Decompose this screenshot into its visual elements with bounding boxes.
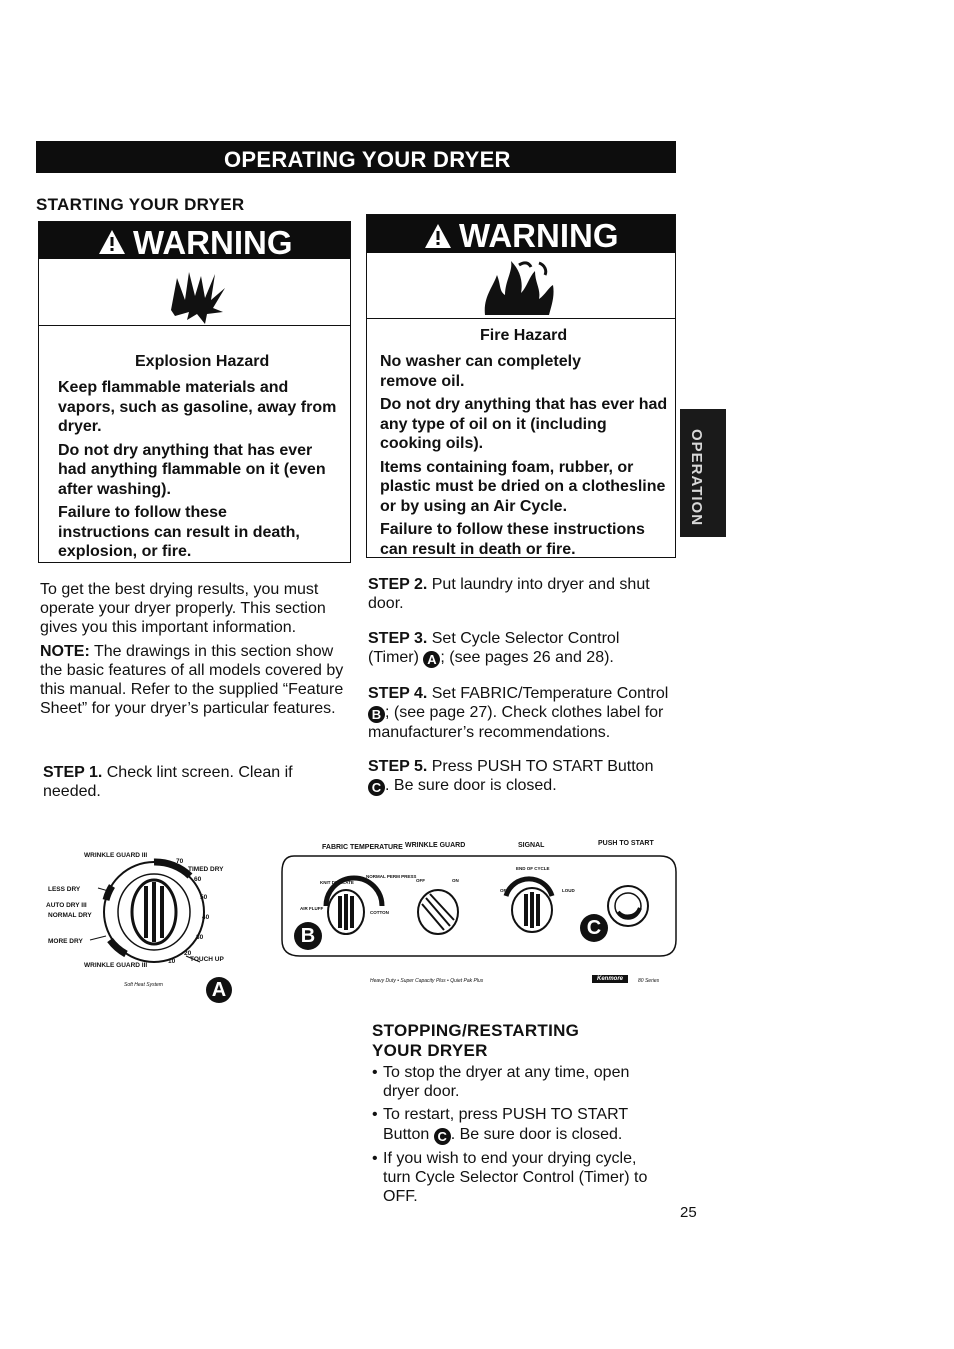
note-paragraph	[40, 642, 352, 719]
note-text: The drawings in this section show the basic features of all models covered by this manual. Refer to the supplied “Feature Sheet” for your dryer’s particular features.	[40, 642, 344, 718]
step-text: Put laundry into dryer and shut door.	[368, 576, 650, 613]
warning-text	[58, 378, 343, 566]
wrinkle-label: OFF	[416, 878, 425, 883]
fabric-label: KNIT DELICATE	[320, 880, 354, 885]
warning-paragraph: Keep flammable materials and vapors, such as gasoline, away from dryer.	[58, 379, 337, 435]
timer-diagram	[40, 840, 260, 1010]
bullet-icon: •	[372, 1064, 378, 1081]
section-banner	[36, 141, 676, 173]
label-push-to-start: PUSH TO START	[598, 840, 654, 847]
warning-box-explosion	[38, 221, 351, 563]
warning-box-fire	[366, 214, 676, 558]
tick-label: 20	[184, 950, 192, 957]
label-system: Soft Heat System	[124, 982, 163, 988]
bullet-text	[383, 1105, 662, 1144]
bullet-icon: •	[372, 1106, 378, 1124]
brand-logo: Kenmore	[592, 975, 628, 983]
marker-c-icon: C	[580, 914, 608, 942]
warning-header	[39, 222, 350, 259]
bullet-text: If you wish to end your drying cycle, turn Cycle Selector Control (Timer) to OFF.	[383, 1149, 648, 1206]
tick-label: 30	[196, 934, 204, 941]
warning-triangle-icon	[97, 228, 127, 256]
side-tab-operation	[680, 409, 726, 537]
hazard-title: Explosion Hazard	[135, 353, 270, 370]
hazard-title: Fire Hazard	[480, 327, 568, 344]
label-normal-dry: NORMAL DRY	[48, 912, 92, 919]
signal-label: OFF	[500, 888, 509, 893]
step-label: STEP 1.	[43, 764, 103, 781]
step-label: STEP 5.	[368, 758, 428, 775]
step-text: ; (see page 27). Check clothes label for manufacturer’s recommendations.	[368, 704, 664, 742]
step-3	[368, 629, 668, 668]
side-tab-label: OPERATION	[688, 429, 705, 527]
marker-c-icon: C	[434, 1128, 451, 1145]
stopping-title	[372, 1021, 579, 1061]
label-wrinkle-guard-top: WRINKLE GUARD III	[84, 852, 148, 859]
bullet-text-part: . Be sure door is closed.	[450, 1125, 623, 1143]
warning-paragraph: Do not dry anything that has ever had anything flammable on it (even after washing).	[58, 441, 326, 498]
label-more-dry: MORE DRY	[48, 938, 83, 945]
label-wrinkle-guard: WRINKLE GUARD	[405, 842, 466, 849]
step-text: ; (see pages 26 and 28).	[440, 649, 614, 667]
bullet-text-part: To restart, press PUSH TO START Button	[383, 1106, 628, 1143]
fabric-label: NORMAL PERM PRESS	[366, 874, 417, 879]
warning-header	[367, 215, 675, 253]
marker-b-icon: B	[368, 706, 385, 723]
label-fabric-temp: FABRIC TEMPERATURE	[322, 844, 403, 851]
step-text: . Be sure door is closed.	[385, 777, 557, 795]
fire-icon	[479, 257, 559, 317]
tick-label: 60	[194, 876, 202, 883]
label-signal: SIGNAL	[518, 842, 545, 849]
step-4	[368, 684, 680, 742]
step-2	[368, 575, 668, 613]
warning-text	[380, 352, 670, 563]
explosion-icon	[167, 270, 229, 326]
stopping-list	[372, 1063, 662, 1206]
marker-a-icon: A	[206, 977, 232, 1003]
step-text: Set Cycle Selector Control (Timer)	[368, 630, 620, 667]
note-label: NOTE:	[40, 642, 90, 660]
label-less-dry: LESS DRY	[48, 886, 81, 893]
marker-a-icon: A	[423, 651, 440, 668]
bullet-icon: •	[372, 1149, 378, 1167]
stopping-title-line: STOPPING/RESTARTING	[372, 1021, 580, 1040]
step-text: Press PUSH TO START Button	[431, 758, 654, 775]
signal-label: END OF CYCLE	[516, 866, 550, 871]
control-panel-diagram	[280, 836, 680, 996]
warning-paragraph: Items containing foam, rubber, or plastic must be dried on a clothesline or by using an Air Cycle.	[380, 458, 666, 515]
warning-paragraph: Do not dry anything that has ever had any type of oil on it (including cooking oils).	[380, 396, 668, 452]
step-1	[43, 763, 313, 801]
step-text: Set FABRIC/Temperature Control	[431, 685, 669, 702]
warning-heading: WARNING	[133, 224, 293, 261]
tick-label: 70	[176, 858, 184, 865]
wrinkle-label: ON	[452, 878, 459, 883]
fabric-label: AIR FLUFF	[300, 906, 324, 911]
tick-label: 50	[200, 894, 208, 901]
tick-label: 10	[168, 958, 176, 965]
banner-title: OPERATING YOUR DRYER	[224, 147, 511, 172]
list-item	[372, 1063, 662, 1101]
series-label: 80 Series	[638, 978, 660, 984]
signal-label: LOUD	[562, 888, 575, 893]
control-panel-outline	[280, 854, 680, 964]
step-label: STEP 4.	[368, 685, 428, 702]
fabric-label: COTTON	[370, 910, 389, 915]
intro-paragraph: To get the best drying results, you must operate your dryer properly. This section gives you this important information.	[40, 581, 326, 637]
tick-label: 40	[202, 914, 210, 921]
page-number: 25	[680, 1204, 697, 1221]
list-item	[372, 1105, 662, 1144]
warning-divider	[39, 325, 350, 326]
step-text: Check lint screen. Clean if needed.	[43, 764, 293, 801]
warning-paragraph: Failure to follow these instructions can result in death or fire.	[380, 521, 645, 558]
list-item	[372, 1149, 662, 1207]
intro-text	[40, 580, 352, 722]
label-timed-dry: TIMED DRY	[188, 866, 224, 873]
label-wrinkle-guard-bottom: WRINKLE GUARD III	[84, 962, 148, 969]
warning-paragraph: No washer can completely remove oil.	[380, 353, 581, 390]
step-5	[368, 757, 668, 796]
label-touch-up: TOUCH UP	[190, 956, 224, 963]
marker-c-icon: C	[368, 779, 385, 796]
marker-b-icon: B	[294, 922, 322, 950]
bullet-text: To stop the dryer at any time, open dryer door.	[383, 1064, 630, 1101]
warning-divider	[367, 318, 675, 319]
warning-paragraph: Failure to follow these instructions can result in death, explosion, or fire.	[58, 504, 300, 560]
label-auto-dry: AUTO DRY III	[46, 902, 87, 909]
section-title: STARTING YOUR DRYER	[36, 195, 245, 214]
step-label: STEP 3.	[368, 630, 428, 647]
warning-triangle-icon	[423, 222, 453, 250]
step-label: STEP 2.	[368, 576, 428, 593]
stopping-title-line: YOUR DRYER	[372, 1041, 488, 1060]
model-line: Heavy Duty • Super Capacity Plus • Quiet Pak Plus	[370, 978, 484, 984]
warning-heading: WARNING	[459, 217, 619, 254]
